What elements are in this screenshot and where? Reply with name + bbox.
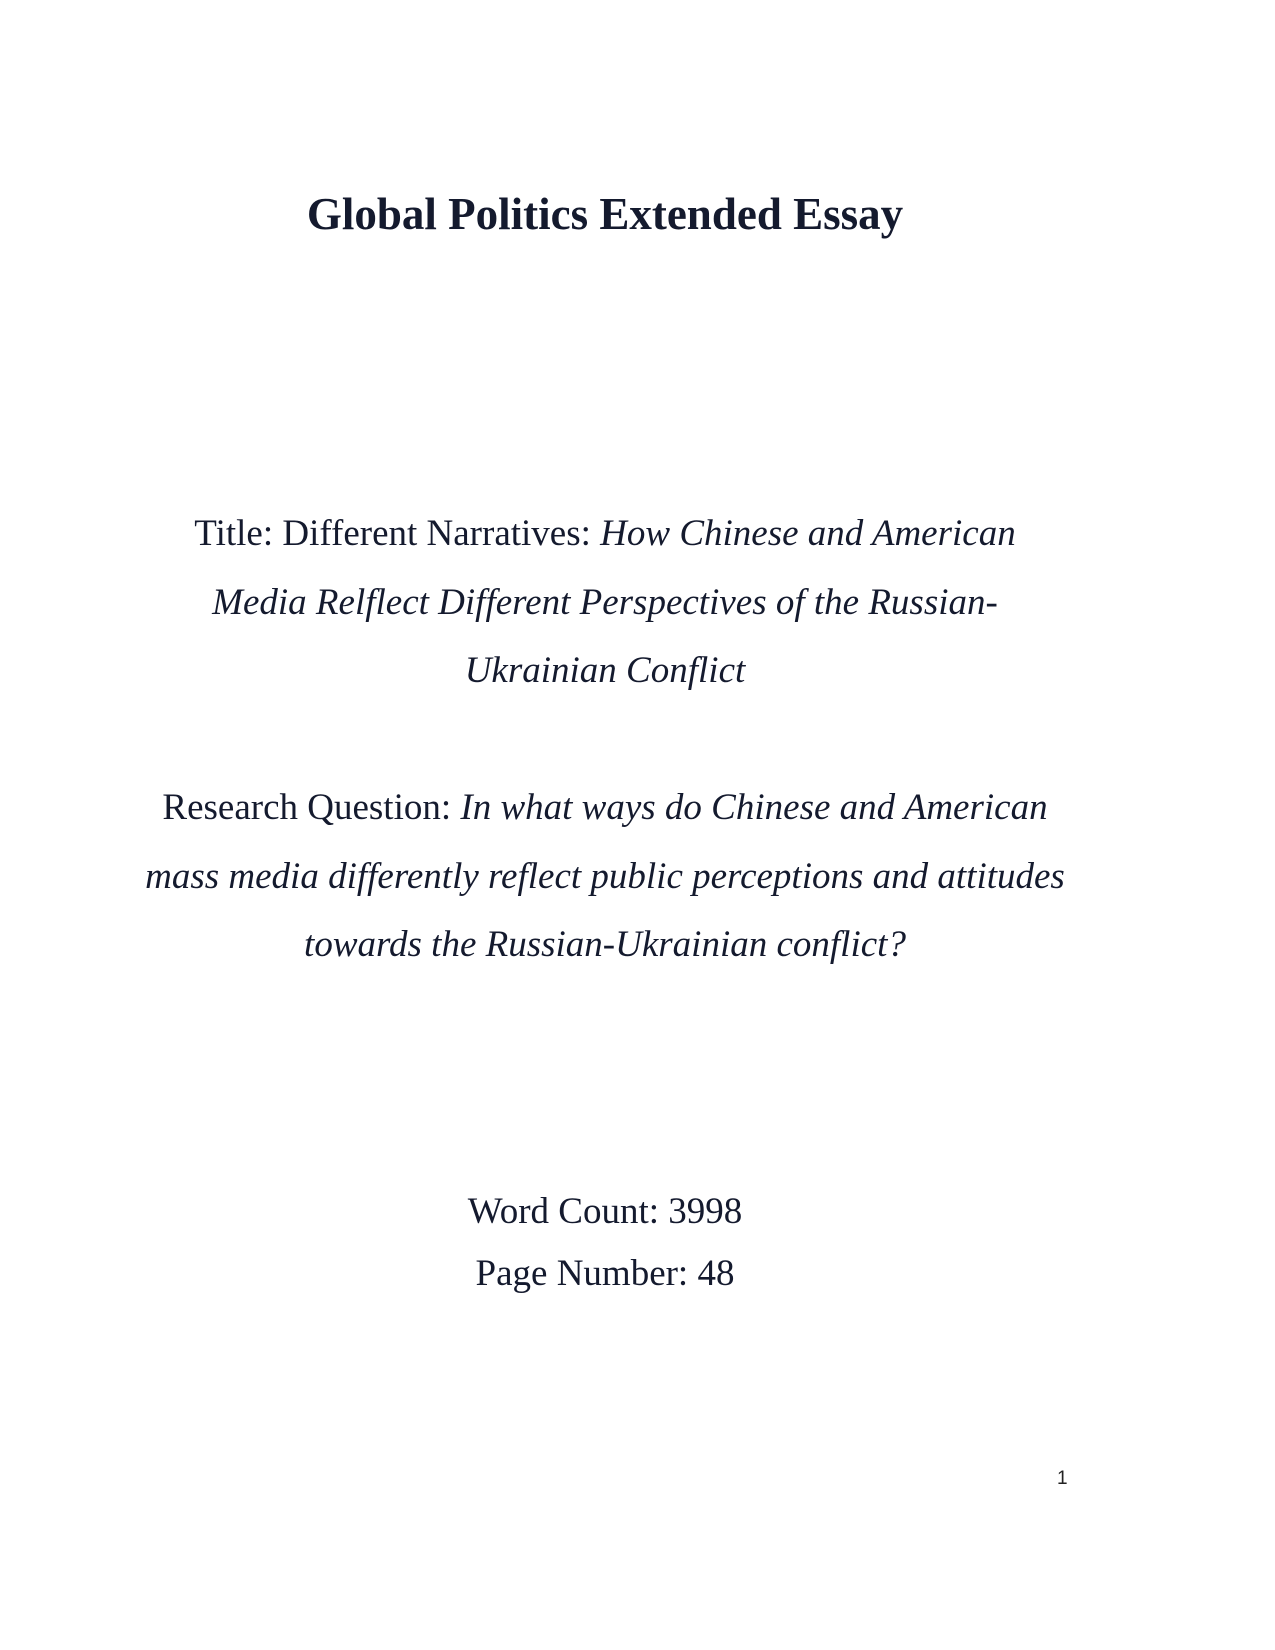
research-question-label: Research Question:	[162, 787, 461, 828]
research-question	[130, 774, 1080, 980]
title-text: How Chinese and American Media Relflect Different Perspectives of the Russian-Ukrainian Conflict	[212, 513, 1016, 691]
footer-page-number: 1	[1057, 1468, 1068, 1489]
word-count: Word Count: 3998	[467, 1191, 743, 1232]
page-count: Page Number: 48	[475, 1253, 735, 1294]
essay-title	[130, 500, 1080, 706]
document-heading: Global Politics Extended Essay	[306, 189, 904, 239]
title-label: Title: Different Narratives:	[194, 513, 601, 554]
research-question-text: In what ways do Chinese and American mass media differently reflect public perceptions and attitudes towards the Russian-Ukrainian conflict?	[145, 787, 1065, 965]
essay-meta	[130, 1181, 1080, 1305]
